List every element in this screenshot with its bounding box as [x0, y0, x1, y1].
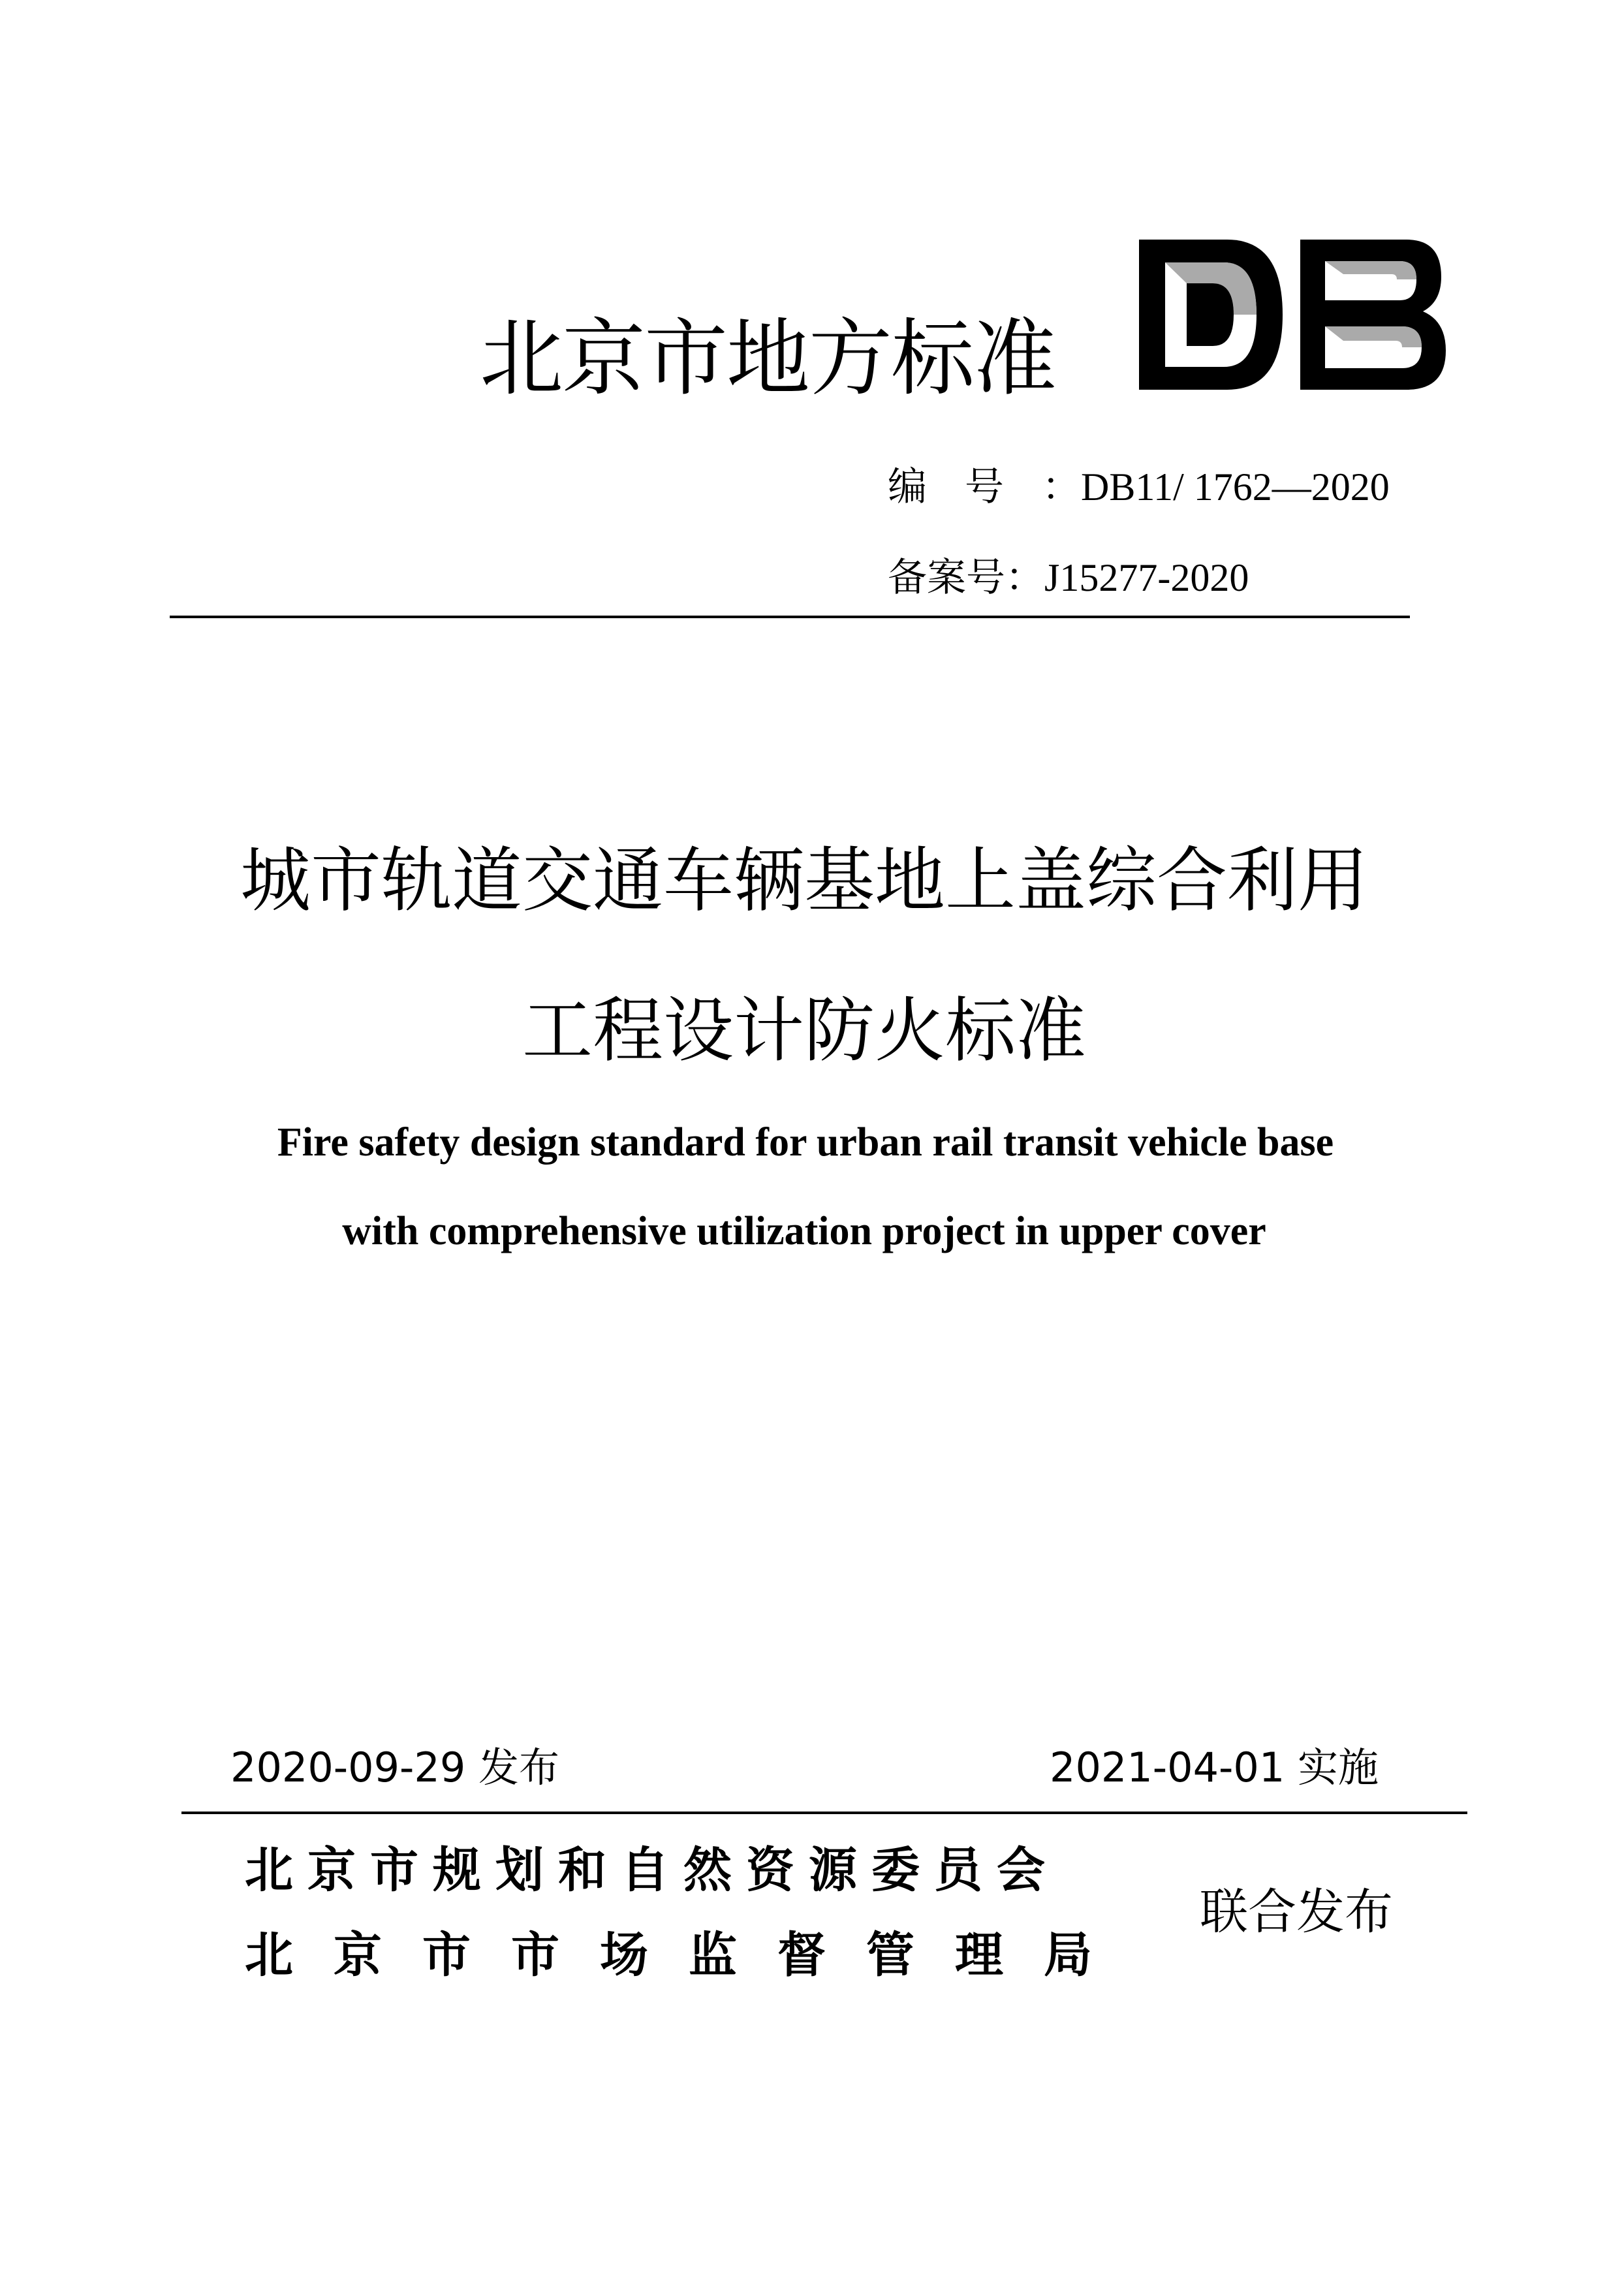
db-logo-letter-b [1300, 240, 1446, 390]
publish-date: 2020-09-29 发布 [230, 1744, 560, 1791]
standard-number-value: ：DB11/ 1762—2020 [1042, 465, 1390, 509]
db-logo-letter-d [1139, 240, 1283, 390]
footer-divider [181, 1812, 1467, 1814]
title-cn-line-1: 城市轨道交通车辆基地上盖综合利用 [240, 840, 1368, 922]
title-en-line-2: with comprehensive utilization project in upper cover [342, 1209, 1266, 1253]
standard-number-row [888, 461, 1390, 513]
record-number-label: 备案号 [888, 555, 1005, 601]
standard-number-label: 编号 [888, 464, 1042, 510]
joint-publish-label: 联合发布 [1200, 1886, 1393, 1939]
publisher-line-2: 北京市市场监督管理局 [245, 1927, 1132, 1983]
title-en-line-1: Fire safety design standard for urban rail transit vehicle base [277, 1120, 1334, 1165]
title-cn-line-2: 工程设计防火标准 [522, 990, 1086, 1072]
standard-category-title: 北京市地方标准 [480, 310, 1056, 407]
implement-date: 2021-04-01 实施 [1050, 1744, 1379, 1791]
record-number-row [888, 552, 1249, 604]
db-logo [1136, 236, 1449, 393]
publisher-line-1: 北京市规划和自然资源委员会 [245, 1842, 1059, 1898]
record-number-value: ：J15277-2020 [1005, 556, 1249, 599]
header-divider [170, 616, 1410, 618]
